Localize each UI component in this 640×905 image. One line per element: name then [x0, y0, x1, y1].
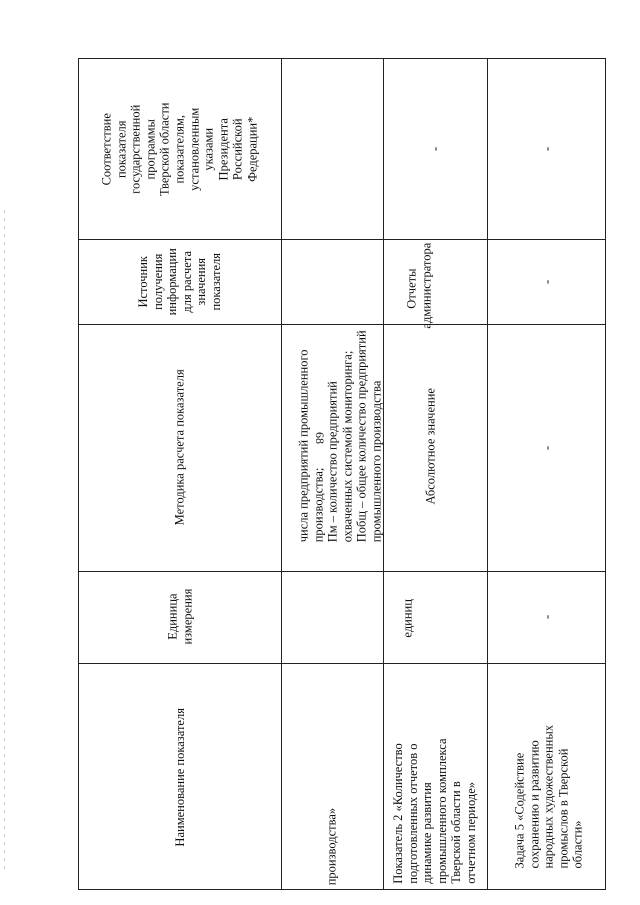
row3-source: - — [539, 279, 554, 284]
text-line: Тверской области в — [449, 781, 464, 884]
text-line: Задача 5 «Содействие — [512, 752, 527, 869]
text-line: Пм – количество предприятий — [325, 381, 340, 543]
text-line: Отчеты — [404, 268, 419, 309]
header-name: Наименование показателя — [172, 707, 187, 847]
row2-source-cell — [383, 239, 487, 329]
text-line: государственной — [128, 104, 143, 194]
text-line: Показатель 2 «Количество — [391, 743, 406, 884]
row2-compliance: - — [427, 146, 442, 152]
text-line: Соответствие — [99, 112, 114, 186]
row2-name — [391, 666, 479, 884]
text-line: числа предприятий промышленного — [296, 349, 311, 543]
text-line: отчетном периоде» — [464, 781, 479, 884]
text-line: администратора — [419, 242, 433, 329]
text-line: Российской — [231, 118, 246, 180]
header-compliance-cell — [79, 59, 281, 239]
text-line: Президента — [216, 117, 231, 181]
text-line: Абсолютное значение — [423, 388, 438, 505]
row2-name-cell — [383, 663, 487, 891]
header-source — [136, 248, 224, 315]
text-line: производства; — [311, 467, 326, 543]
row3-unit: - — [539, 614, 554, 620]
text-line: программы — [143, 118, 158, 180]
text-line: измерения — [180, 589, 194, 645]
page-number: 68 — [313, 432, 327, 444]
indicator-table — [78, 58, 606, 890]
text-line: народных художественных — [541, 725, 556, 869]
text-line: Федерации* — [245, 116, 260, 182]
row3-compliance-cell — [487, 59, 607, 239]
row1-method — [297, 307, 385, 542]
row2-unit-cell — [383, 571, 487, 663]
text-line: Тверской области — [158, 102, 173, 196]
text-line: установленным — [187, 107, 202, 191]
row3-unit-cell — [487, 571, 607, 663]
row1-method-cell — [281, 324, 383, 571]
text-line: промышленного комплекса — [435, 738, 449, 884]
row3-source-cell — [487, 239, 607, 324]
text-line: значения — [194, 257, 209, 306]
row2-method — [424, 346, 439, 546]
row2-unit: единиц — [400, 599, 415, 638]
text-line: информации — [165, 247, 180, 316]
binding-margin-mark — [4, 210, 5, 870]
header-method-cell — [79, 324, 281, 571]
text-line: получения — [150, 253, 165, 310]
row3-method: - — [539, 445, 554, 450]
row3-name — [513, 650, 586, 868]
header-unit-cell — [79, 571, 281, 663]
text-line: подготовленных отчетов о — [405, 743, 420, 884]
row1-name — [325, 667, 340, 885]
row2-compliance-cell — [383, 59, 487, 239]
text-line: сохранению и развитию — [527, 740, 542, 869]
row3-name-cell — [487, 663, 607, 891]
text-line: охваченных системой мониторинга; — [340, 350, 355, 543]
header-name-cell — [79, 663, 281, 891]
text-line: показателя — [209, 252, 224, 311]
text-line: указами — [201, 127, 216, 171]
text-line: промышленного производства — [369, 380, 384, 543]
text-line: для расчета — [179, 250, 194, 313]
header-compliance — [100, 102, 261, 195]
header-unit — [165, 589, 194, 645]
text-line: динамике развития — [420, 782, 435, 884]
text-line: Источник — [136, 255, 151, 308]
row2-method-cell — [383, 324, 487, 571]
text-line: Единица — [165, 593, 180, 641]
header-source-cell — [79, 239, 281, 324]
text-line: показателя — [114, 120, 129, 178]
header-method: Методика расчета показателя — [172, 369, 187, 526]
row3-compliance: - — [539, 146, 554, 152]
text-line: промыслов в Тверской — [556, 748, 571, 869]
text-line: производства» — [324, 807, 339, 886]
text-line: области» — [570, 820, 585, 869]
text-line: показателям, — [172, 114, 187, 184]
text-line: Побщ – общее количество предприятий — [355, 330, 370, 543]
row2-source — [404, 242, 433, 329]
row1-name-cell — [281, 663, 383, 891]
row3-method-cell — [487, 324, 607, 571]
